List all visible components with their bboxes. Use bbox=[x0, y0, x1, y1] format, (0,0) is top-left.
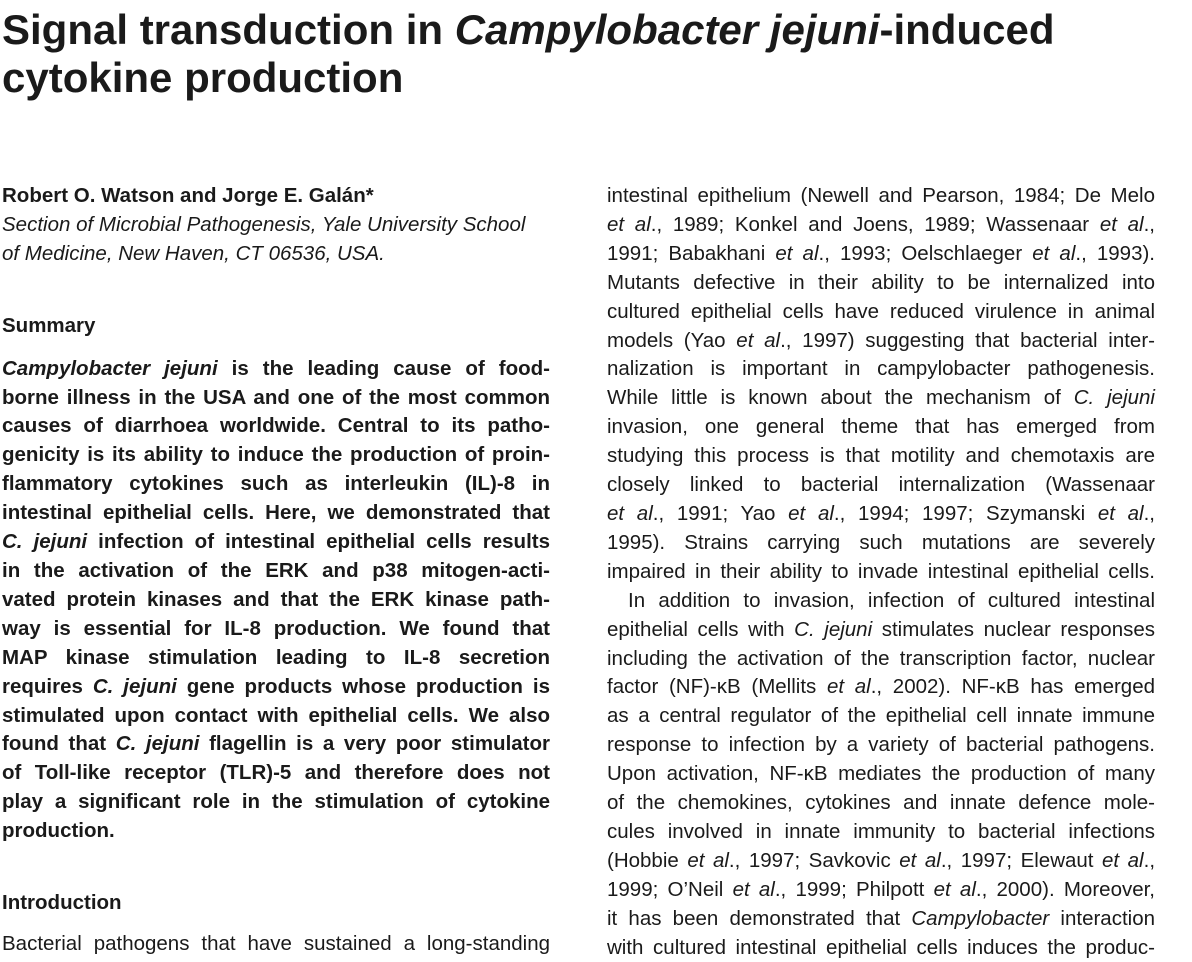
summary-text-line: of Toll-like receptor (TLR)-5 and therefore does not bbox=[2, 761, 550, 785]
summary-text-line: C. jejuni infection of intestinal epithelial cells results bbox=[2, 530, 550, 554]
summary-text-line: causes of diarrhoea worldwide. Central to its patho- bbox=[2, 414, 550, 438]
body-text-line: cules involved in innate immunity to bacterial infections bbox=[607, 819, 1155, 843]
body-text-line: including the activation of the transcription factor, nuclear bbox=[607, 646, 1155, 670]
summary-text-line: stimulated upon contact with epithelial cells. We also bbox=[2, 703, 550, 727]
summary-heading: Summary bbox=[2, 313, 96, 337]
body-text-line: impaired in their ability to invade intestinal epithelial cells. bbox=[607, 559, 1155, 583]
body-text-line: In addition to invasion, infection of cultured intestinal bbox=[628, 588, 1155, 612]
left-column bbox=[2, 182, 550, 959]
introduction-heading: Introduction bbox=[2, 891, 122, 915]
article-title bbox=[2, 6, 1182, 102]
title-species-italic: Campylobacter jejuni bbox=[454, 6, 880, 53]
body-text-line: invasion, one general theme that has emerged from bbox=[607, 415, 1155, 439]
summary-text-line: production. bbox=[2, 819, 115, 843]
summary-text-line: MAP kinase stimulation leading to IL-8 secretion bbox=[2, 645, 550, 669]
body-text-line: studying this process is that motility and chemotaxis are bbox=[607, 444, 1155, 468]
summary-text-line: genicity is its ability to induce the production of proin- bbox=[2, 443, 550, 467]
body-text-line: response to infection by a variety of bacterial pathogens. bbox=[607, 733, 1155, 757]
body-text-line: While little is known about the mechanism of C. jejuni bbox=[607, 386, 1155, 410]
summary-text-line: requires C. jejuni gene products whose production is bbox=[2, 674, 550, 698]
body-text-line: models (Yao et al., 1997) suggesting that bacterial inter- bbox=[607, 328, 1155, 352]
summary-body bbox=[2, 355, 550, 846]
summary-text-line: way is essential for IL-8 production. We found that bbox=[2, 616, 550, 640]
body-text-line: as a central regulator of the epithelial cell innate immune bbox=[607, 704, 1155, 728]
body-text-line: (Hobbie et al., 1997; Savkovic et al., 1997; Elewaut et al., bbox=[607, 848, 1156, 872]
body-text-line: of the chemokines, cytokines and innate defence mole- bbox=[607, 791, 1155, 815]
body-text-line: closely linked to bacterial internalization (Wassenaar bbox=[607, 473, 1155, 497]
body-text-line: 1995). Strains carrying such mutations are severely bbox=[607, 530, 1155, 554]
title-text: Signal transduction in bbox=[2, 6, 455, 53]
summary-text-line: in the activation of the ERK and p38 mitogen-acti- bbox=[2, 558, 550, 582]
body-text-line: it has been demonstrated that Campylobacter interaction bbox=[607, 906, 1155, 930]
affiliation-line: Section of Microbial Pathogenesis, Yale University School bbox=[2, 212, 526, 236]
body-text-line: with cultured intestinal epithelial cells induces the produc- bbox=[607, 935, 1155, 959]
title-line-1 bbox=[2, 6, 1182, 54]
summary-text-line: play a significant role in the stimulation of cytokine bbox=[2, 790, 550, 814]
body-text-line: epithelial cells with C. jejuni stimulates nuclear responses bbox=[607, 617, 1156, 641]
body-text-line: Upon activation, NF-κB mediates the production of many bbox=[607, 762, 1155, 786]
affiliation-line: of Medicine, New Haven, CT 06536, USA. bbox=[2, 241, 385, 265]
author-names: Robert O. Watson and Jorge E. Galán* bbox=[2, 184, 374, 207]
summary-text-line: intestinal epithelial cells. Here, we demonstrated that bbox=[2, 501, 550, 525]
body-text-line: et al., 1991; Yao et al., 1994; 1997; Szymanski et al., bbox=[607, 501, 1156, 525]
body-text-line: nalization is important in campylobacter pathogenesis. bbox=[607, 357, 1155, 381]
summary-text-line: found that C. jejuni flagellin is a very poor stimulator bbox=[2, 732, 551, 756]
title-line-2: cytokine production bbox=[2, 54, 404, 101]
body-text-line: 1991; Babakhani et al., 1993; Oelschlaeger et al., 1993). bbox=[607, 241, 1155, 265]
body-text-line: intestinal epithelium (Newell and Pearson, 1984; De Melo bbox=[607, 184, 1155, 207]
body-text-line: cultured epithelial cells have reduced virulence in animal bbox=[607, 299, 1155, 323]
summary-text-line: vated protein kinases and that the ERK kinase path- bbox=[2, 587, 550, 611]
introduction-text-line: Bacterial pathogens that have sustained a long-standing bbox=[2, 931, 550, 955]
summary-text-line: Campylobacter jejuni is the leading cause of food- bbox=[2, 356, 550, 380]
body-text-line: Mutants defective in their ability to be internalized into bbox=[607, 270, 1155, 294]
right-column bbox=[607, 182, 1155, 962]
title-text-suffix: -induced bbox=[879, 6, 1055, 53]
summary-text-line: flammatory cytokines such as interleukin (IL)-8 in bbox=[2, 472, 550, 496]
body-text-line: et al., 1989; Konkel and Joens, 1989; Wassenaar et al., bbox=[607, 212, 1155, 236]
summary-text-line: borne illness in the USA and one of the most common bbox=[2, 385, 550, 409]
body-text-line: factor (NF)-κB (Mellits et al., 2002). NF-κB has emerged bbox=[607, 675, 1156, 699]
body-text-line: 1999; O’Neil et al., 1999; Philpott et al., 2000). Moreover, bbox=[607, 877, 1156, 901]
